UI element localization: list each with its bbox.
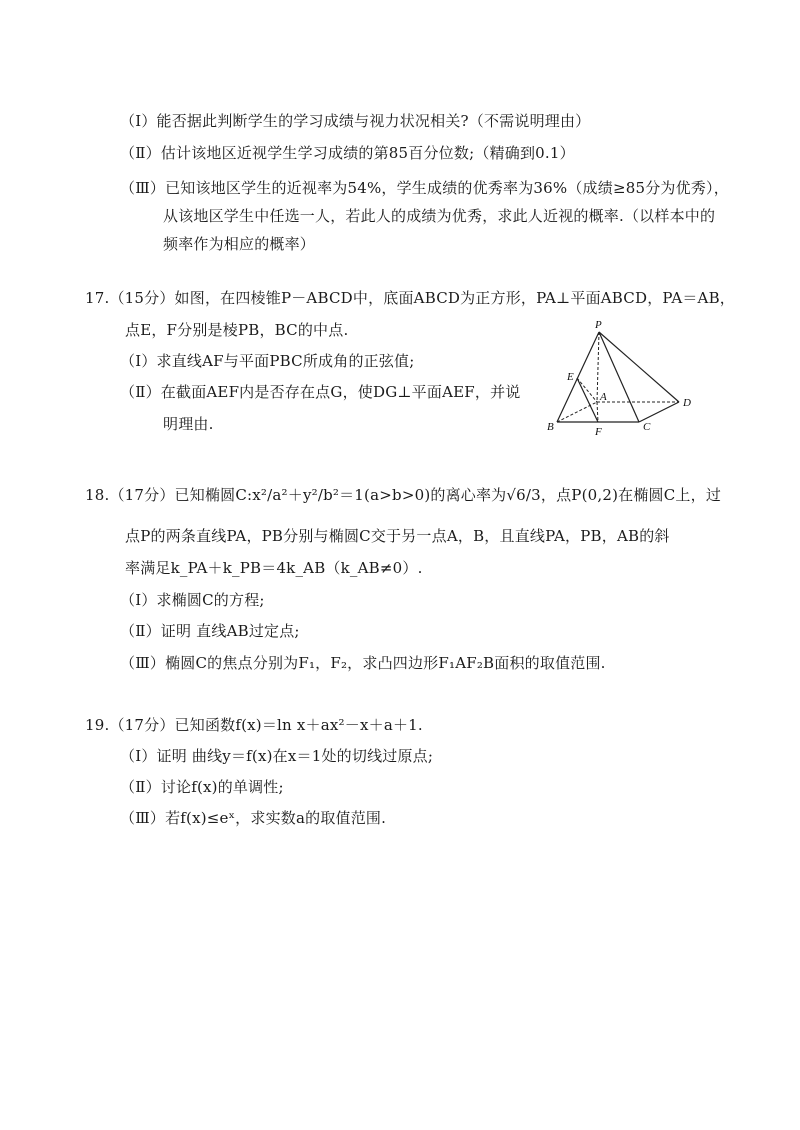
q18-part1: （Ⅰ）求椭圆C的方程; xyxy=(120,591,265,609)
q19-part3: （Ⅲ）若f(x)≤eˣ，求实数a的取值范围. xyxy=(120,809,387,827)
q18-stem-line3: 率满足k_PA＋k_PB＝4k_AB（k_AB≠0）. xyxy=(125,559,423,577)
q18-stem-line2: 点P的两条直线PA，PB分别与椭圆C交于另一点A，B，且直线PA，PB，AB的斜 xyxy=(125,527,670,545)
label-c: C xyxy=(643,421,651,433)
q17-stem-line1: 17.（15分）如图，在四棱锥P－ABCD中，底面ABCD为正方形，PA⊥平面ABCD，PA＝AB， xyxy=(85,289,736,307)
q16-part3-line3: 频率作为相应的概率） xyxy=(163,235,316,253)
q16-part1: （Ⅰ）能否据此判断学生的学习成绩与视力状况相关?（不需说明理由） xyxy=(120,112,591,130)
label-a: A xyxy=(600,391,607,403)
edge-pb xyxy=(557,332,599,422)
q16-part2: （Ⅱ）估计该地区近视学生学习成绩的第85百分位数;（精确到0.1） xyxy=(120,144,575,162)
label-p: P xyxy=(595,319,602,331)
edge-ab xyxy=(557,402,597,422)
q16-part3-line2: 从该地区学生中任选一人，若此人的成绩为优秀，求此人近视的概率.（以样本中的 xyxy=(163,207,716,225)
q16-part3-line1: （Ⅲ）已知该地区学生的近视率为54%，学生成绩的优秀率为36%（成绩≥85分为优秀）， xyxy=(120,179,729,197)
q17-stem-line2: 点E，F分别是棱PB，BC的中点. xyxy=(125,321,349,339)
edge-pa xyxy=(597,332,599,402)
edge-pc xyxy=(599,332,639,422)
label-d: D xyxy=(683,397,691,409)
q17-part1: （Ⅰ）求直线AF与平面PBC所成角的正弦值; xyxy=(120,352,415,370)
q18-stem-line1: 18.（17分）已知椭圆C:x²/a²＋y²/b²＝1(a>b>0)的离心率为√6/3，点P(0,2)在椭圆C上，过 xyxy=(85,486,722,504)
q19-part1: （Ⅰ）证明 曲线y＝f(x)在x＝1处的切线过原点; xyxy=(120,747,434,765)
q18-part2: （Ⅱ）证明 直线AB过定点; xyxy=(120,622,300,640)
edge-pd xyxy=(599,332,679,402)
label-b: B xyxy=(547,421,554,433)
pyramid-figure xyxy=(545,318,715,438)
label-f: F xyxy=(595,426,602,438)
edge-cd xyxy=(639,402,679,422)
q17-part2-line1: （Ⅱ）在截面AEF内是否存在点G，使DG⊥平面AEF，并说 xyxy=(120,383,521,401)
q19-stem: 19.（17分）已知函数f(x)＝ln x＋ax²－x＋a＋1. xyxy=(85,716,423,734)
label-e: E xyxy=(567,371,574,383)
segment-ef xyxy=(577,378,598,422)
q18-part3: （Ⅲ）椭圆C的焦点分别为F₁，F₂，求凸四边形F₁AF₂B面积的取值范围. xyxy=(120,654,606,672)
q17-part2-line2: 明理由. xyxy=(163,415,214,433)
q19-part2: （Ⅱ）讨论f(x)的单调性; xyxy=(120,778,284,796)
